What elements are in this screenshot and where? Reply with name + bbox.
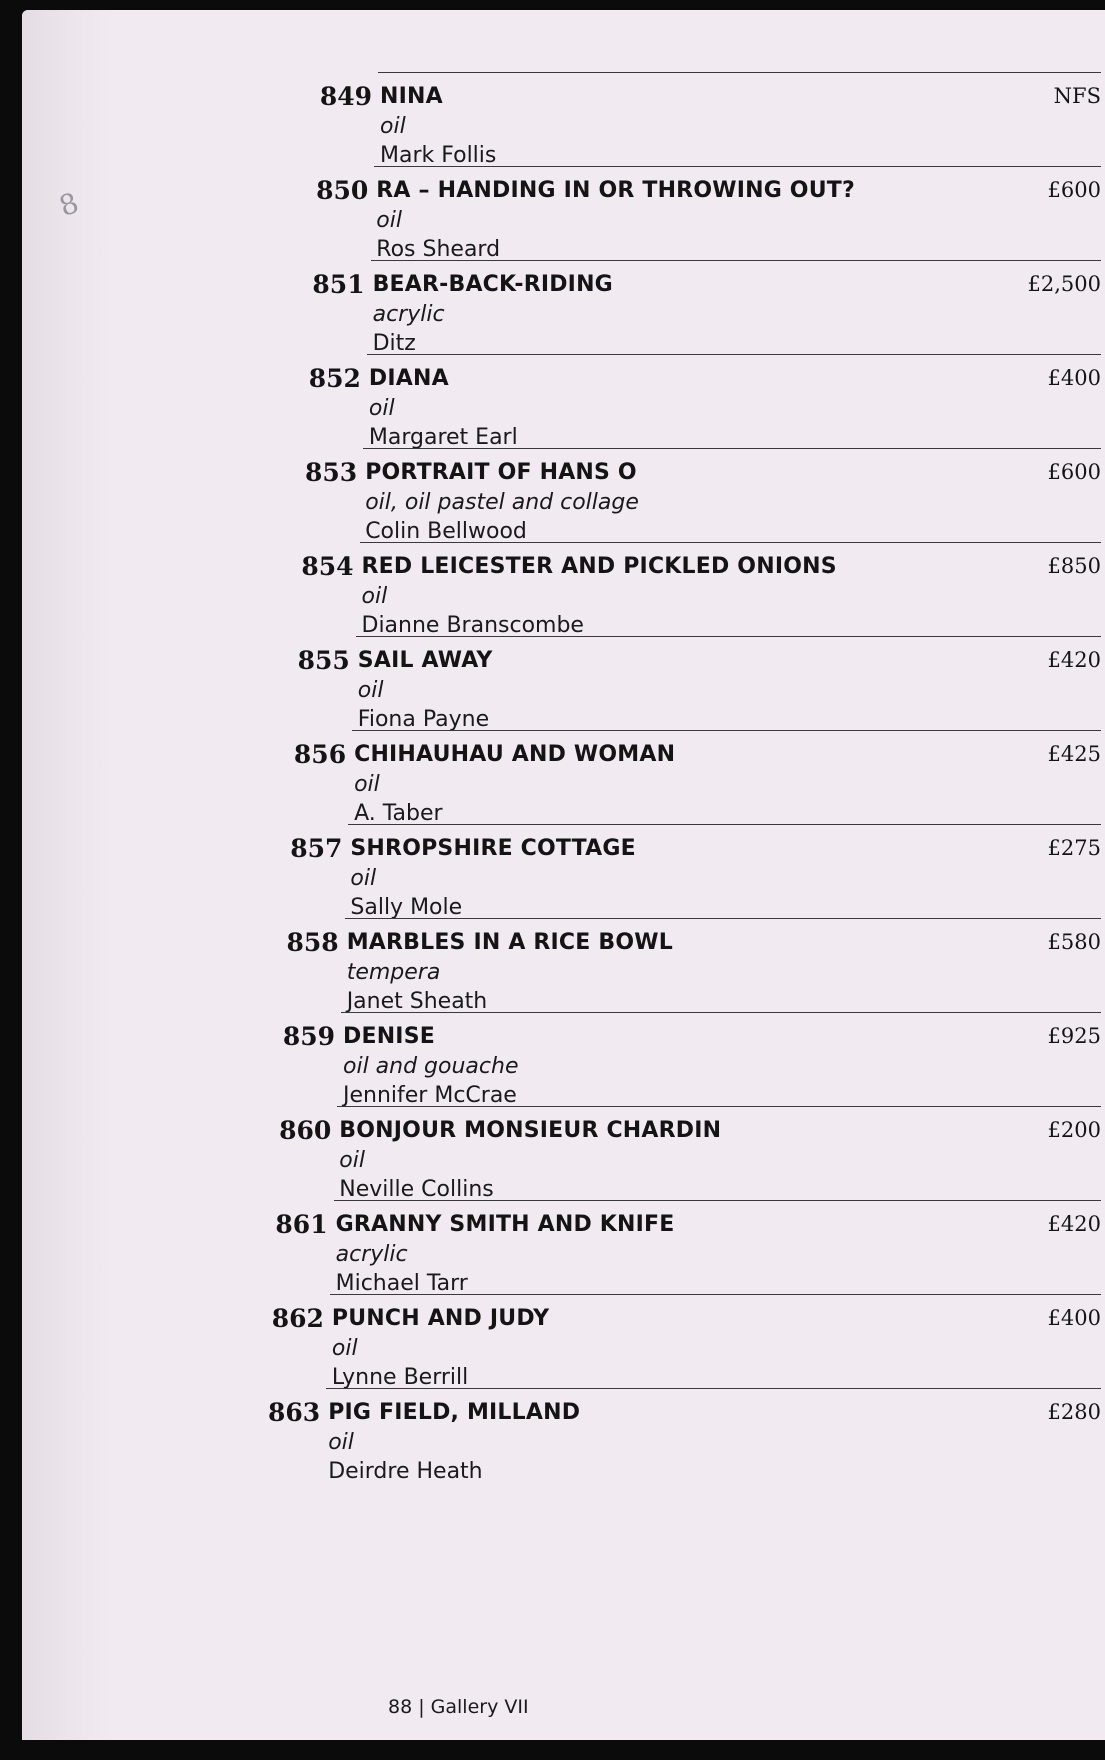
entry-divider	[374, 166, 1101, 167]
entry-medium: oil and gouache	[343, 1054, 519, 1079]
entry-divider	[341, 1012, 1101, 1013]
entry-divider	[352, 730, 1101, 731]
entry-title: CHIHAUHAU AND WOMAN	[354, 742, 676, 767]
entry-price: £400	[1047, 1306, 1101, 1330]
entry-number: 858	[286, 928, 339, 957]
entry-title: DENISE	[343, 1024, 435, 1049]
entry-number: 863	[268, 1398, 321, 1427]
catalogue-entry	[257, 918, 1101, 1023]
entry-medium: oil	[339, 1148, 365, 1173]
entry-title: RED LEICESTER AND PICKLED ONIONS	[361, 554, 837, 579]
entry-title: PORTRAIT OF HANS O	[365, 460, 637, 485]
entry-number: 861	[275, 1210, 328, 1239]
entry-artist: Mark Follis	[380, 143, 497, 168]
entry-divider	[360, 542, 1102, 543]
catalogue-entry	[290, 72, 1101, 177]
catalogue-entry	[238, 1388, 1101, 1493]
catalogue-entry	[260, 824, 1101, 929]
catalogue-entry	[249, 1106, 1101, 1211]
entry-artist: Michael Tarr	[335, 1271, 468, 1296]
entry-artist: Dianne Branscombe	[361, 613, 584, 638]
entry-price: £425	[1047, 742, 1101, 766]
entry-number: 849	[319, 82, 372, 111]
handwritten-margin-mark: 8	[54, 185, 83, 224]
entry-title: SHROPSHIRE COTTAGE	[350, 836, 636, 861]
entry-price: £850	[1047, 554, 1101, 578]
catalogue-entry	[242, 1294, 1101, 1399]
entry-title: BEAR-BACK-RIDING	[372, 272, 613, 297]
catalogue-entry	[253, 1012, 1101, 1117]
entry-divider	[330, 1294, 1101, 1295]
entry-number: 860	[279, 1116, 332, 1145]
entry-medium: oil	[328, 1430, 354, 1455]
entry-medium: oil	[368, 396, 395, 421]
entry-medium: tempera	[346, 960, 441, 985]
entry-price: £925	[1047, 1024, 1101, 1048]
entry-price: £600	[1047, 460, 1101, 484]
entry-artist: Janet Sheath	[346, 989, 488, 1014]
entry-medium: oil	[357, 678, 384, 703]
page-footer: 88 | Gallery VII	[388, 1696, 529, 1718]
entry-number: 851	[312, 270, 365, 299]
entry-price: £280	[1047, 1400, 1101, 1424]
entry-number: 862	[271, 1304, 324, 1333]
entry-number: 854	[301, 552, 354, 581]
entry-number: 852	[308, 364, 361, 393]
entry-price: £600	[1047, 178, 1101, 202]
entry-title: SAIL AWAY	[357, 648, 493, 673]
entry-divider	[367, 354, 1101, 355]
catalogue-page	[22, 10, 1105, 1740]
entry-divider	[326, 1388, 1101, 1389]
entry-artist: Neville Collins	[339, 1177, 494, 1202]
catalogue-entry	[275, 448, 1101, 553]
entry-medium: oil	[331, 1336, 358, 1361]
entry-artist: A. Taber	[354, 801, 443, 826]
entry-divider	[363, 448, 1101, 449]
entry-artist: Deirdre Heath	[328, 1459, 483, 1484]
entry-title: BONJOUR MONSIEUR CHARDIN	[339, 1118, 722, 1143]
entry-divider	[345, 918, 1101, 919]
entry-medium: acrylic	[372, 302, 445, 327]
entry-divider	[348, 824, 1101, 825]
entry-title: PUNCH AND JUDY	[331, 1306, 550, 1331]
entry-medium: oil, oil pastel and collage	[365, 490, 639, 515]
catalogue-entry	[279, 354, 1101, 459]
entry-number: 850	[316, 176, 369, 205]
entry-number: 857	[290, 834, 343, 863]
entry-price: £200	[1047, 1118, 1101, 1142]
entry-medium: oil	[350, 866, 377, 891]
entry-price: £420	[1047, 648, 1101, 672]
entry-artist: Lynne Berrill	[331, 1365, 469, 1390]
entry-artist: Margaret Earl	[368, 425, 518, 450]
entry-price: £420	[1047, 1212, 1101, 1236]
entry-divider	[356, 636, 1101, 637]
entry-price: £275	[1047, 836, 1101, 860]
entry-price: £2,500	[1027, 272, 1101, 296]
catalogue-entry	[272, 542, 1102, 647]
entry-divider	[337, 1106, 1101, 1107]
entry-artist: Jennifer McCrae	[343, 1083, 517, 1108]
entry-price: £400	[1047, 366, 1101, 390]
entry-title: GRANNY SMITH AND KNIFE	[335, 1212, 675, 1237]
entry-artist: Sally Mole	[350, 895, 463, 920]
entry-medium: acrylic	[335, 1242, 408, 1267]
entry-artist: Ditz	[372, 331, 416, 356]
catalogue-entry	[246, 1200, 1101, 1305]
catalogue-entry	[286, 166, 1101, 271]
catalogue-entry	[283, 260, 1101, 365]
entry-artist: Ros Sheard	[376, 237, 501, 262]
entry-price: £580	[1047, 930, 1101, 954]
entry-divider	[371, 260, 1101, 261]
entry-number: 856	[293, 740, 347, 769]
entry-medium: oil	[354, 772, 380, 797]
entry-title: RA – HANDING IN OR THROWING OUT?	[376, 178, 855, 203]
catalogue-entry-list	[22, 10, 1105, 1740]
entry-divider	[378, 72, 1101, 73]
entry-medium: oil	[361, 584, 388, 609]
entry-price: NFS	[1053, 84, 1101, 108]
entry-medium: oil	[376, 208, 402, 233]
entry-title: DIANA	[368, 366, 449, 391]
entry-artist: Colin Bellwood	[365, 519, 527, 544]
entry-title: MARBLES IN A RICE BOWL	[346, 930, 673, 955]
entry-number: 853	[305, 458, 358, 487]
entry-number: 859	[282, 1022, 335, 1051]
entry-medium: oil	[380, 114, 406, 139]
entry-title: PIG FIELD, MILLAND	[328, 1400, 581, 1425]
entry-title: NINA	[380, 84, 443, 109]
entry-divider	[334, 1200, 1101, 1201]
entry-artist: Fiona Payne	[357, 707, 490, 732]
catalogue-entry	[264, 730, 1101, 835]
catalogue-entry	[268, 636, 1101, 741]
entry-number: 855	[297, 646, 350, 675]
